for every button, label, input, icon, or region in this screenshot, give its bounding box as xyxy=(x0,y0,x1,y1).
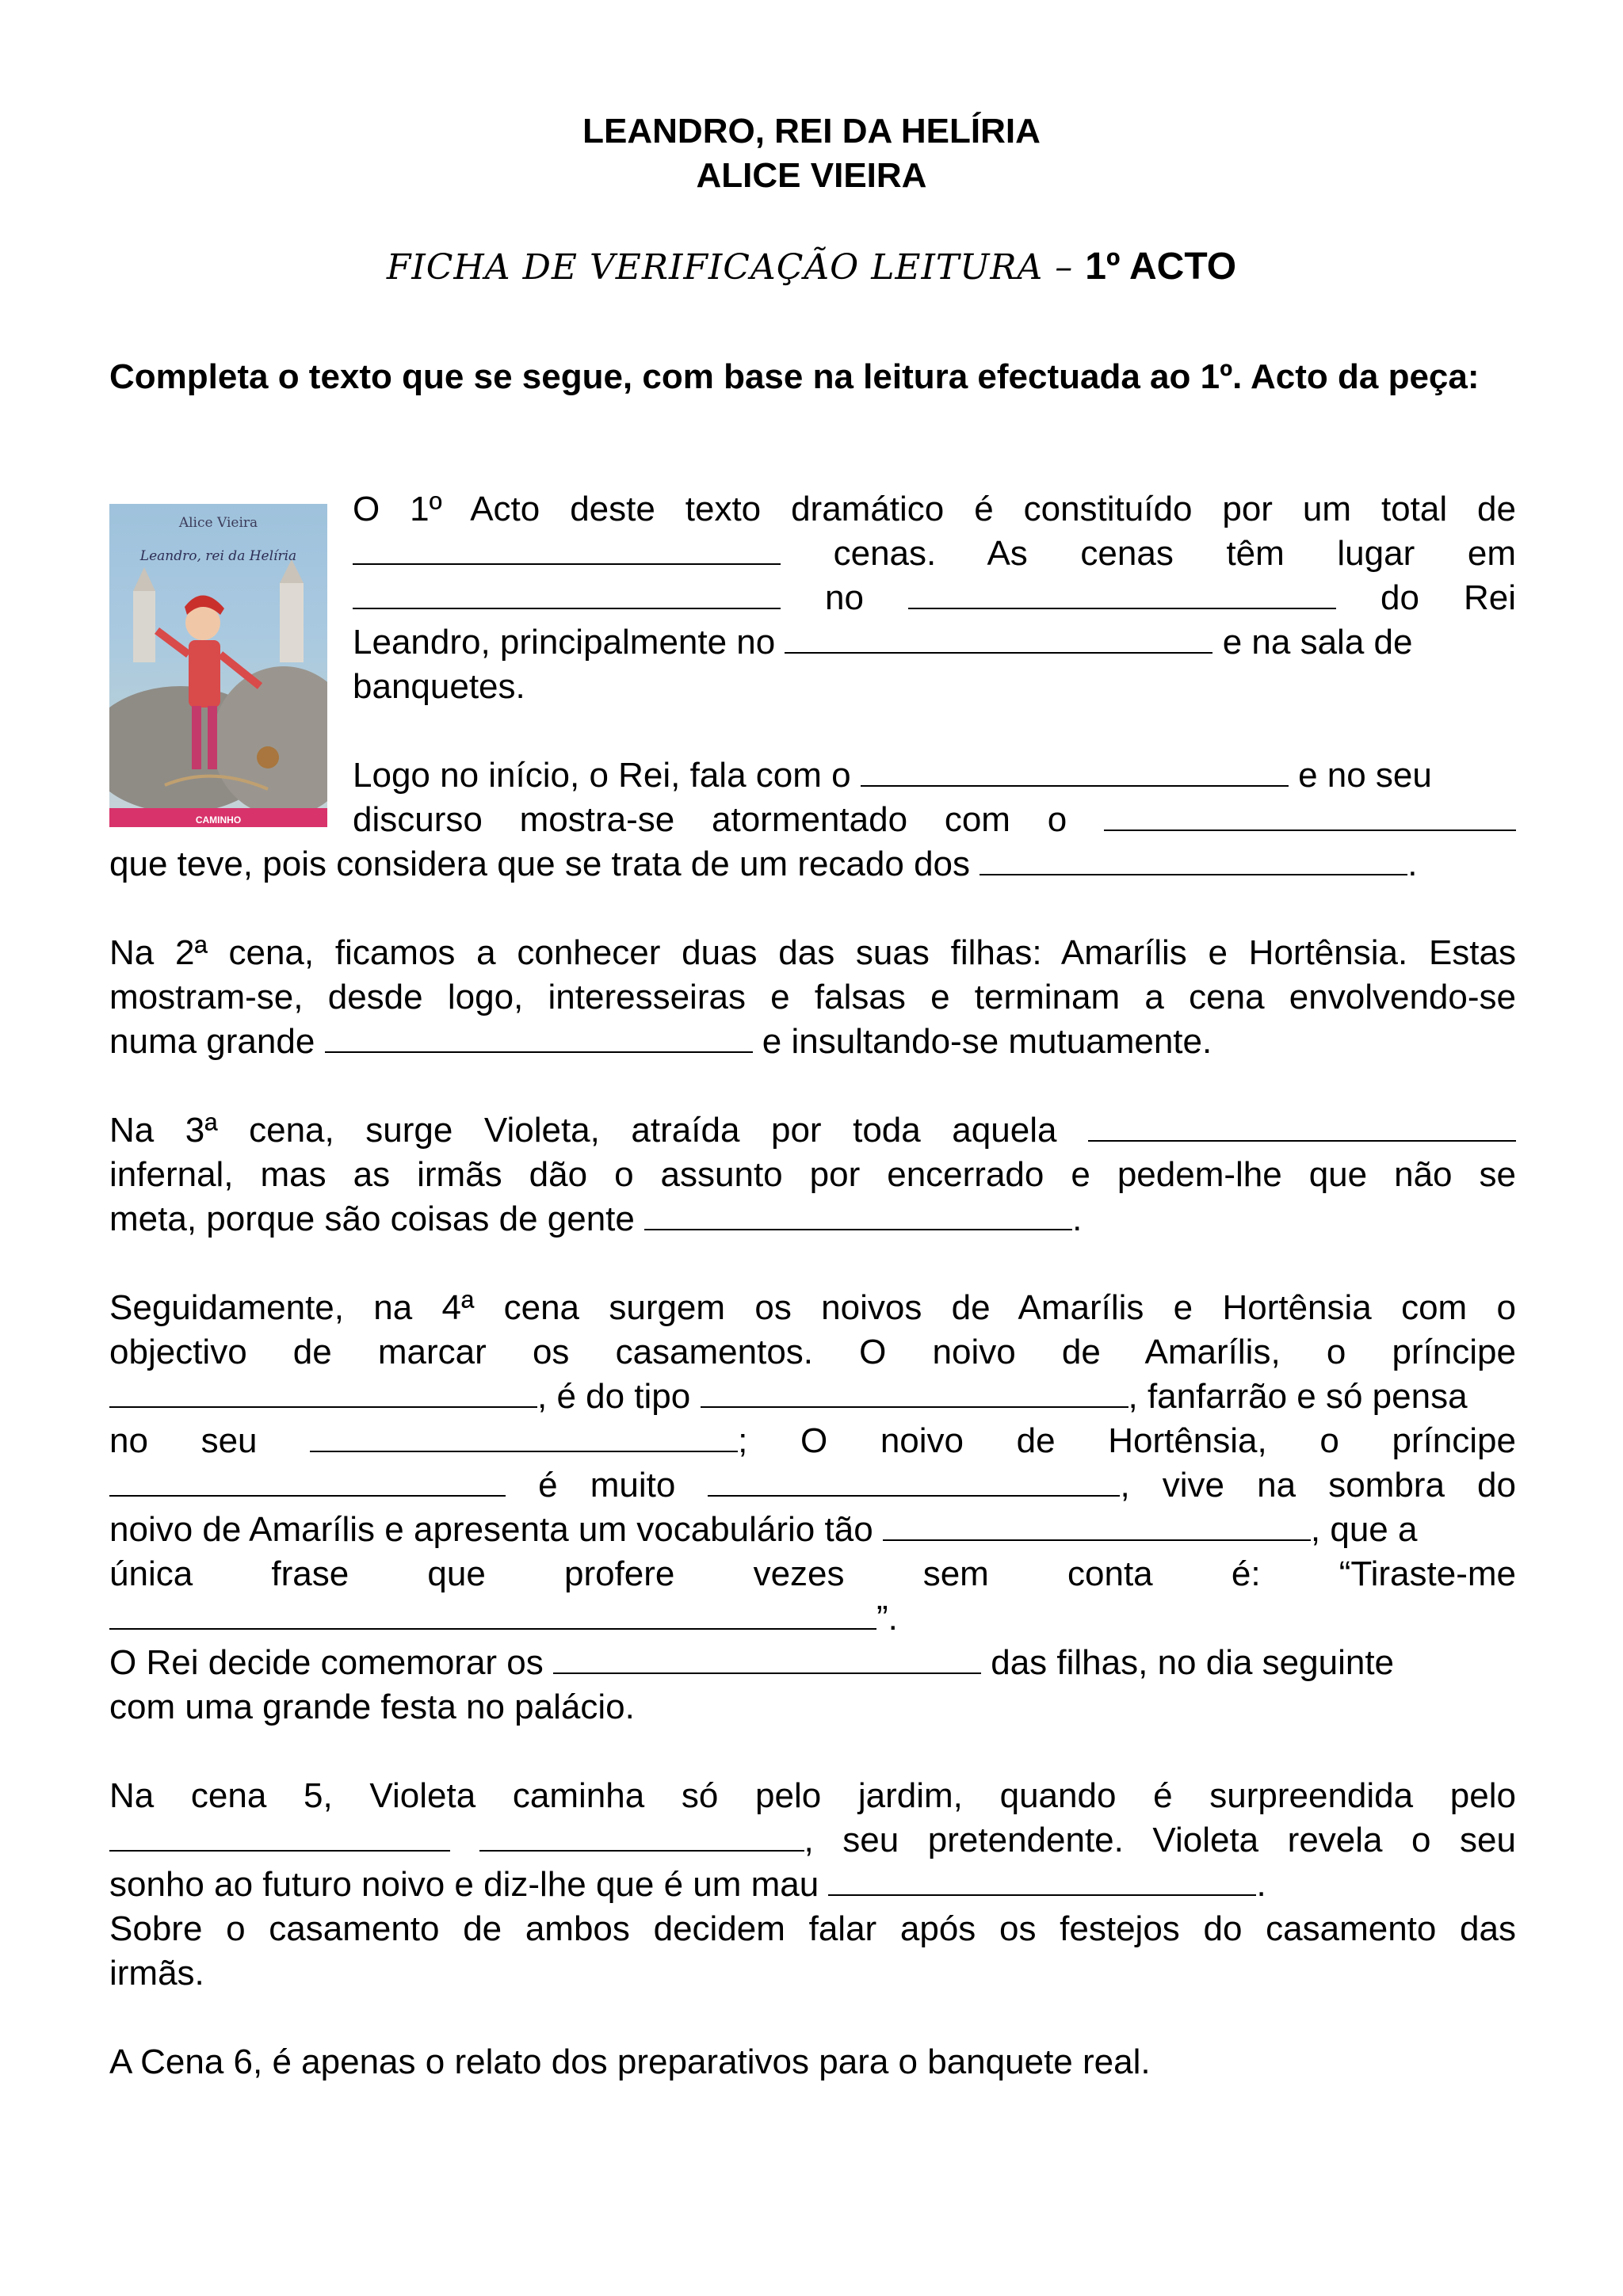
blank-field[interactable] xyxy=(861,753,1289,787)
text-line: infernal, mas as irmãs dão o assunto por encerrado e pedem-lhe que não se xyxy=(109,1155,1516,1194)
blank-field[interactable] xyxy=(479,1818,804,1852)
cover-tower xyxy=(280,583,304,662)
book-cover-image xyxy=(109,504,327,827)
sheet-label: FICHA DE VERIFICAÇÃO LEITURA – xyxy=(386,247,1086,288)
text-line: objectivo de marcar os casamentos. O noivo de Amarílis, o príncipe xyxy=(109,1333,1516,1371)
text-line: Na cena 5, Violeta caminha só pelo jardim, quando é surpreendida pelo xyxy=(109,1776,1516,1815)
text-line: O Rei decide comemorar os das filhas, no dia seguinte xyxy=(109,1641,1516,1685)
text-line: discurso mostra-se atormentado com o xyxy=(353,798,1516,842)
cover-figure-leg xyxy=(208,706,217,769)
blank-field[interactable] xyxy=(701,1375,1128,1408)
blank-field[interactable] xyxy=(644,1197,1072,1230)
blank-field[interactable] xyxy=(785,620,1212,654)
book-title: LEANDRO, REI DA HELÍRIA xyxy=(582,112,1041,151)
blank-field[interactable] xyxy=(883,1508,1311,1541)
cover-tower xyxy=(133,591,155,662)
text-line: com uma grande festa no palácio. xyxy=(109,1688,635,1726)
blank-field[interactable] xyxy=(109,1375,537,1408)
book-author: ALICE VIEIRA xyxy=(696,156,927,195)
blank-field[interactable] xyxy=(109,1596,876,1630)
text-line: única frase que profere vezes sem conta é: “Tiraste-me xyxy=(109,1554,1516,1593)
text-line: Logo no início, o Rei, fala com o e no seu xyxy=(353,753,1516,798)
cover-figure-arm xyxy=(220,654,260,686)
cover-author: Alice Vieira xyxy=(178,515,258,531)
text-line: A Cena 6, é apenas o relato dos preparativos para o banquete real. xyxy=(109,2042,1151,2081)
text-line: irmãs. xyxy=(109,1954,204,1993)
blank-field[interactable] xyxy=(109,1818,450,1852)
blank-field[interactable] xyxy=(1088,1108,1516,1142)
cover-figure-leg xyxy=(192,706,201,769)
text-line: Na 2ª cena, ficamos a conhecer duas das suas filhas: Amarílis e Hortênsia. Estas xyxy=(109,933,1516,972)
cover-figure-body xyxy=(189,640,220,707)
text-line: sonho ao futuro noivo e diz-lhe que é um mau . xyxy=(109,1863,1516,1907)
text-line: Na 3ª cena, surge Violeta, atraída por toda aquela xyxy=(109,1108,1516,1153)
instruction: Completa o texto que se segue, com base na leitura efectuada ao 1º. Acto da peça: xyxy=(109,357,1480,396)
text-line: Seguidamente, na 4ª cena surgem os noivos de Amarílis e Hortênsia com o xyxy=(109,1288,1516,1327)
blank-field[interactable] xyxy=(708,1463,1120,1497)
text-line: Leandro, principalmente no e na sala de xyxy=(353,620,1516,665)
text-line: que teve, pois considera que se trata de um recado dos . xyxy=(109,842,1516,887)
blank-field[interactable] xyxy=(310,1419,738,1452)
cover-small-figure xyxy=(257,746,279,769)
text-line: , é do tipo , fanfarrão e só pensa xyxy=(109,1375,1516,1419)
blank-field[interactable] xyxy=(353,532,781,565)
cover-publisher: CAMINHO xyxy=(195,814,242,826)
cover-figure-arm xyxy=(157,631,189,654)
text-line: é muito , vive na sombra do xyxy=(109,1463,1516,1508)
text-line: noivo de Amarílis e apresenta um vocabulário tão , que a xyxy=(109,1508,1516,1552)
blank-field[interactable] xyxy=(908,576,1336,609)
cover-roof xyxy=(133,567,155,591)
text-line: mostram-se, desde logo, interesseiras e falsas e terminam a cena envolvendo-se xyxy=(109,978,1516,1016)
cover-title: Leandro, rei da Helíria xyxy=(139,548,297,564)
sheet-heading xyxy=(0,242,1623,293)
text-line: O 1º Acto deste texto dramático é constituído por um total de xyxy=(353,490,1516,528)
act-label: 1º ACTO xyxy=(1085,246,1237,288)
text-line: no seu ; O noivo de Hortênsia, o príncipe xyxy=(109,1419,1516,1463)
text-line: , seu pretendente. Violeta revela o seu xyxy=(109,1818,1516,1863)
blank-field[interactable] xyxy=(980,842,1407,875)
text-line: cenas. As cenas têm lugar em xyxy=(353,532,1516,576)
blank-field[interactable] xyxy=(353,576,781,609)
blank-field[interactable] xyxy=(553,1641,981,1674)
text-line: no do Rei xyxy=(353,576,1516,620)
text-line: numa grande e insultando-se mutuamente. xyxy=(109,1020,1516,1064)
text-line: Sobre o casamento de ambos decidem falar após os festejos do casamento das xyxy=(109,1909,1516,1948)
text-line: meta, porque são coisas de gente . xyxy=(109,1197,1516,1241)
text-line: banquetes. xyxy=(353,667,525,706)
blank-field[interactable] xyxy=(109,1463,506,1497)
blank-field[interactable] xyxy=(828,1863,1256,1896)
blank-field[interactable] xyxy=(325,1020,753,1053)
blank-field[interactable] xyxy=(1104,798,1516,831)
text-line: ”. xyxy=(109,1596,1516,1641)
